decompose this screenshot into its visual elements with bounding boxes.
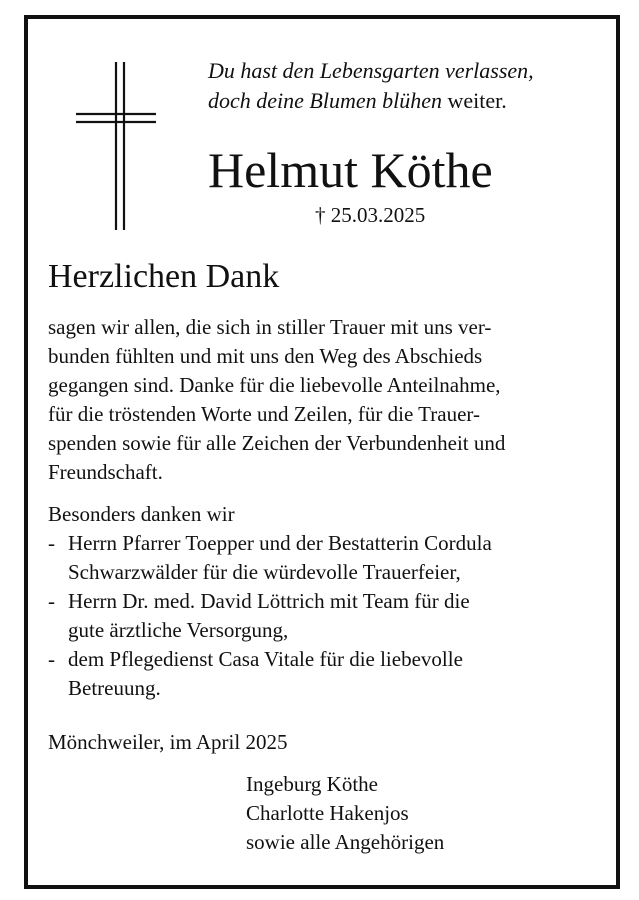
cross-icon — [76, 62, 156, 230]
bullet-dash: - — [48, 531, 55, 555]
special-thanks-list — [48, 529, 492, 703]
paragraph-line: für die tröstenden Worte und Zeilen, für die Trauer- — [48, 402, 480, 426]
signers-block — [246, 770, 444, 857]
bullet-dash: - — [48, 589, 55, 613]
list-item-line: gute ärztliche Versorgung, — [68, 618, 289, 642]
motto-line-2-plain: weiter. — [442, 88, 507, 113]
list-item — [48, 645, 492, 703]
paragraph-line: spenden sowie für alle Zeichen der Verbundenheit und — [48, 431, 506, 455]
list-item-line: Herrn Dr. med. David Löttrich mit Team für die — [68, 589, 470, 613]
motto-line-2 — [208, 86, 598, 116]
signer-name: Charlotte Hakenjos — [246, 801, 409, 825]
list-item-line: Schwarzwälder für die würdevolle Trauerfeier, — [68, 560, 461, 584]
motto-line-1: Du hast den Lebensgarten verlassen, — [208, 58, 534, 83]
bullet-dash: - — [48, 647, 55, 671]
motto-line-2-italic: doch deine Blumen blühen — [208, 88, 442, 113]
motto-verse — [208, 56, 598, 116]
signer-name: sowie alle Angehörigen — [246, 830, 445, 854]
list-item-line: Herrn Pfarrer Toepper und der Bestatterin Cordula — [68, 531, 492, 555]
place-and-date: Mönchweiler, im April 2025 — [48, 730, 288, 754]
paragraph-line: gegangen sind. Danke für die liebevolle Anteilnahme, — [48, 373, 501, 397]
signer-name: Ingeburg Köthe — [246, 772, 378, 796]
paragraph-line: bunden fühlten und mit uns den Weg des Abschieds — [48, 344, 483, 368]
list-item — [48, 587, 492, 645]
list-item-line: Betreuung. — [68, 676, 161, 700]
special-thanks-intro: Besonders danken wir — [48, 502, 235, 526]
thanks-paragraph — [48, 313, 608, 487]
list-item-line: dem Pflegedienst Casa Vitale für die liebevolle — [68, 647, 463, 671]
paragraph-line: Freundschaft. — [48, 460, 163, 484]
thanks-heading: Herzlichen Dank — [48, 258, 280, 295]
list-item — [48, 529, 492, 587]
death-date: † 25.03.2025 — [315, 203, 426, 227]
deceased-name: Helmut Köthe — [208, 142, 493, 198]
paragraph-line: sagen wir allen, die sich in stiller Trauer mit uns ver- — [48, 315, 492, 339]
